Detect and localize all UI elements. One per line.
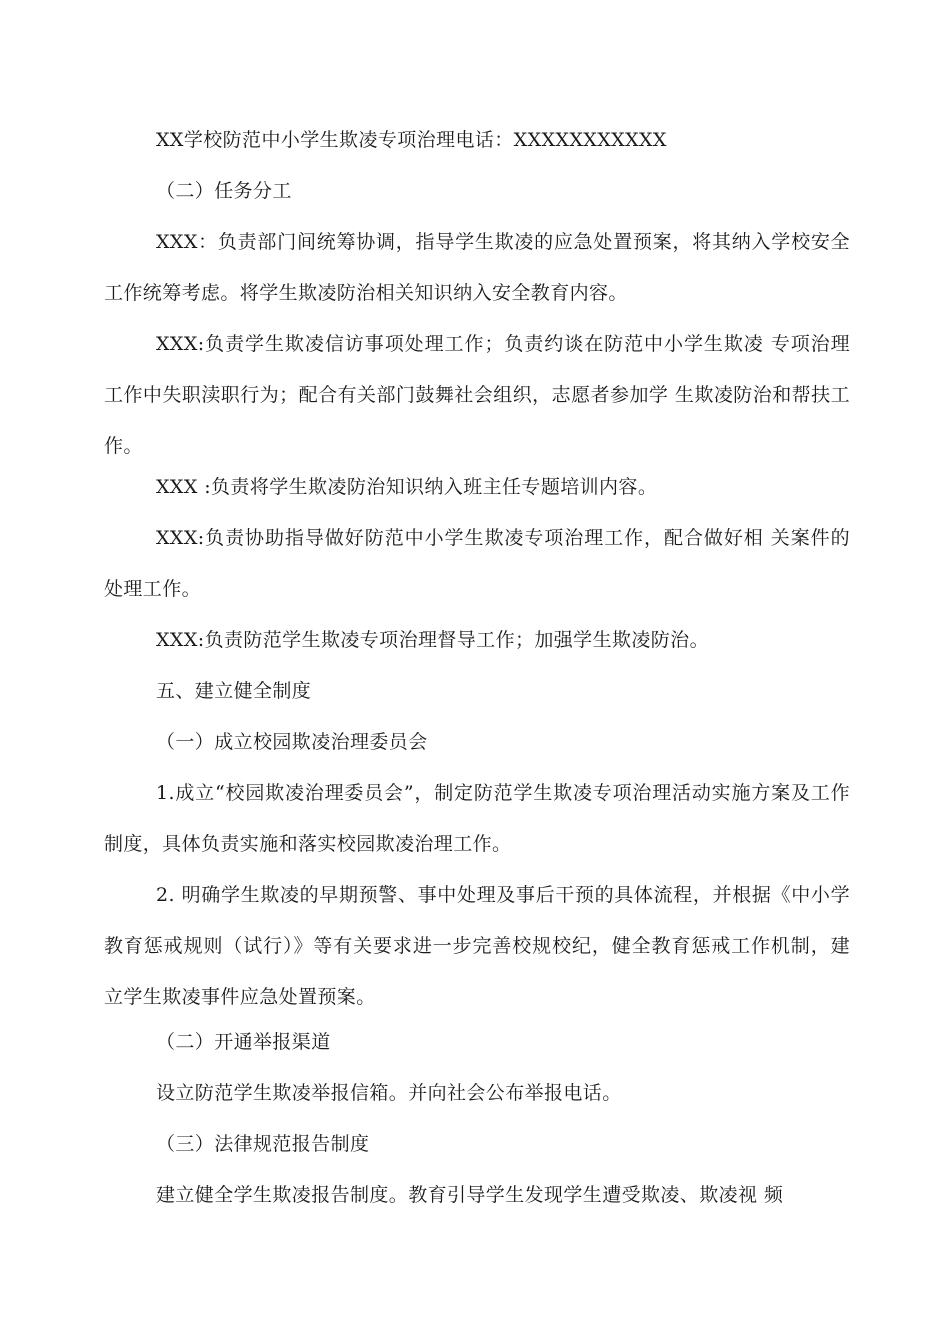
task-paragraph-4: XXX:负责协助指导做好防范中小学生欺凌专项治理工作，配合做好相 关案件的处理工作。 xyxy=(104,527,850,600)
section-five-heading: 五、建立健全制度 xyxy=(156,680,312,702)
committee-item-1: 1.成立“校园欺凌治理委员会”，制定防范学生欺凌专项治理活动实施方案及工作制度，具体负责实施和落实校园欺凌治理工作。 xyxy=(104,782,850,855)
task-paragraph-3: XXX :负责将学生欺凌防治知识纳入班主任专题培训内容。 xyxy=(156,476,658,498)
committee-item-2: 2. 明确学生欺凌的早期预警、事中处理及事后干预的具体流程，并根据《中小学教育惩戒规则（试行）》等有关要求进一步完善校规校纪，健全教育惩戒工作机制，建立学生欺凌事件应急处置预案。 xyxy=(104,884,850,1008)
task-paragraph-1: XXX：负责部门间统筹协调，指导学生欺凌的应急处置预案，将其纳入学校安全工作统筹考虑。将学生欺凌防治相关知识纳入安全教育内容。 xyxy=(104,231,850,304)
task-division-heading: （二）任务分工 xyxy=(156,180,292,202)
report-channel-subheading: （二）开通举报渠道 xyxy=(156,1031,331,1053)
hotline-paragraph: XX学校防范中小学生欺凌专项治理电话：XXXXXXXXXXX xyxy=(156,129,667,151)
report-system-subheading: （三）法律规范报告制度 xyxy=(156,1133,370,1155)
committee-subheading: （一）成立校园欺凌治理委员会 xyxy=(156,731,428,753)
task-paragraph-5: XXX:负责防范学生欺凌专项治理督导工作；加强学生欺凌防治。 xyxy=(156,629,709,651)
task-paragraph-2: XXX:负责学生欺凌信访事项处理工作；负责约谈在防范中小学生欺凌 专项治理工作中失职渎职行为；配合有关部门鼓舞社会组织，志愿者参加学 生欺凌防治和帮扶工作。 xyxy=(104,333,850,457)
report-system-paragraph: 建立健全学生欺凌报告制度。教育引导学生发现学生遭受欺凌、欺凌视 频 xyxy=(156,1184,784,1206)
report-box-paragraph: 设立防范学生欺凌举报信箱。并向社会公布举报电话。 xyxy=(156,1082,622,1104)
